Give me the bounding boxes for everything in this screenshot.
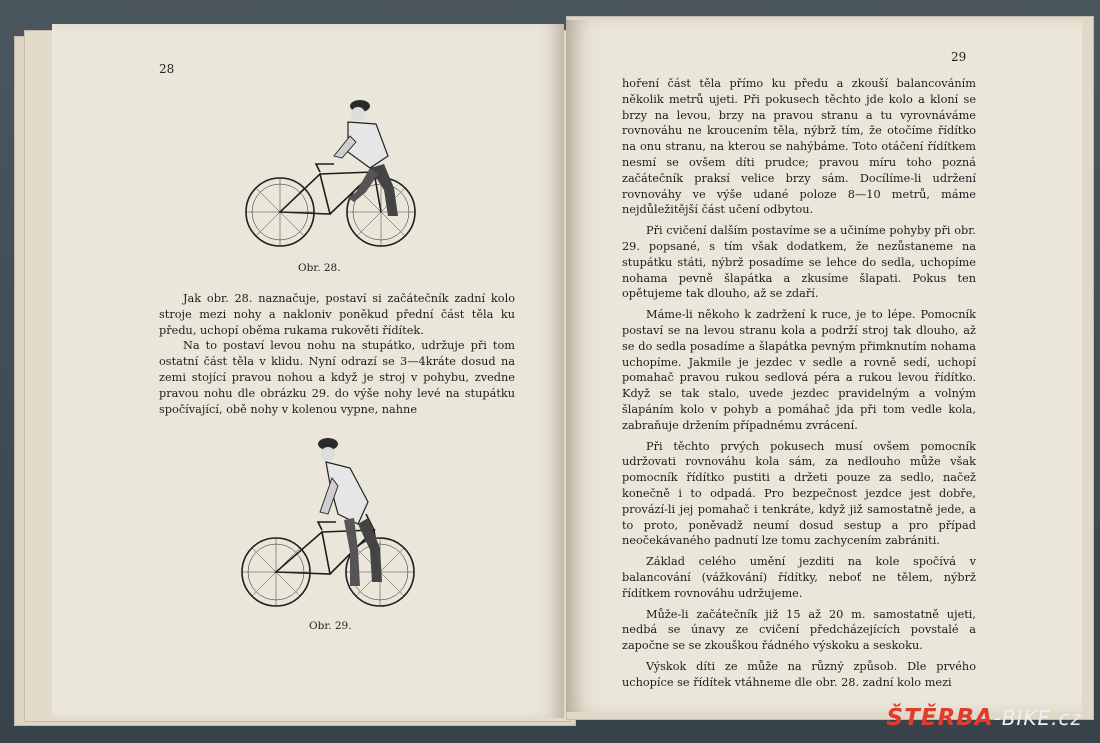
left-body-text xyxy=(159,291,515,417)
paragraph: Při cvičení dalším postavíme se a učiníme pohyby při obr. 29. popsané, s tím však dodatkem, že nezůstaneme na stupátku státi, nýbrž posadíme se lehce do sedla, uchopíme nohama pevně šlapátka a zkusíme šlapati. Pokus ten opětujeme tak dlouho, až se zdaří. xyxy=(622,224,976,301)
bicycle-illustration-fig29 xyxy=(238,432,423,612)
figure-caption-29: Obr. 29. xyxy=(309,620,352,632)
paragraph: Máme-li někoho k zadržení k ruce, je to lépe. Pomocník postaví se na levou stranu kola a podrží stroj tak dlouho, až se do sedla posadíme a šlapátka pevným přimknutím nohama uchopíme. Jakmile je jezdec v sedle a rovně sedí, uchopí pomahač pravou rukou sedlová péra a rukou levou řídítko. Když se tak stalo, uvede jezdec pravidelným a volným šlapáním kolo v pohyb a pomáhač jda při tom vedle kola, zabraňuje držením případnému zvrácení. xyxy=(622,308,976,432)
watermark-part2: -BIKE.cz xyxy=(993,706,1082,730)
paragraph: Na to postaví levou nohu na stupátko, udržuje při tom ostatní část těla v klidu. Nyní odrazí se 3—4kráte dosud na zemi stojící pravou nohou a když je stroj v pohybu, zvedne pravou nohu dle obrázku 29. do výše nohy levé na stupátku spočívající, obě nohy v kolenou vypne, nahne xyxy=(159,339,515,416)
left-page xyxy=(52,24,564,718)
bicycle-illustration-fig28 xyxy=(238,94,423,254)
watermark-part1: ŠTĚRBA xyxy=(886,705,994,731)
paragraph: Výskok díti ze může na různý způsob. Dle prvého uchopíce se řídítek vtáhneme dle obr. 28. zadní kolo mezi xyxy=(622,659,976,689)
page-number-right: 29 xyxy=(951,50,967,64)
right-body-text xyxy=(622,76,976,690)
paragraph: Může-li začátečník již 15 až 20 m. samostatně ujeti, nedbá se únavy ze cvičení předcházejících povstalé a započne se se zkouškou řádného výskoku a seskoku. xyxy=(622,607,976,653)
paragraph: Jak obr. 28. naznačuje, postaví si začátečník zadní kolo stroje mezi nohy a nakloniv poněkud přední část těla ku předu, uchopí oběma rukama rukověti řídítek. xyxy=(159,292,515,337)
watermark-logo xyxy=(887,705,1082,731)
paragraph: Základ celého umění jezditi na kole spočívá v balancování (vážkování) řídítky, neboť ne tělem, nýbrž řídítkem rovnováhu udržujeme. xyxy=(622,555,976,600)
paragraph: Při těchto prvých pokusech musí ovšem pomocník udržovati rovnováhu kola sám, za nedlouho může však pomocník řídítko pustiti a držeti pouze za sedlo, načež konečně i to odpadá. Pro bezpečnost jezdce jest dobře, provází-li jej pomahač i tenkráte, když již samostatně jede, a to proto, poněvadž neumí dosud sestup a pro případ neočekávaného padnutí lze tomu zachycením zabrániti. xyxy=(622,439,976,548)
page-number-left: 28 xyxy=(159,62,175,76)
figure-caption-28: Obr. 28. xyxy=(298,262,341,274)
paragraph: hoření část tělа přímo ku předu a zkouší balancováním několik metrů ujeti. Při pokusech těchto jde kolo a kloní se brzy na levou, brzy na pravou stranu a tu vyrovnáváme rovnováhu ne kroucením těla, nýbrž tím, že otočíme řídítko na onu stranu, na kterou se nahýbáme. Toto otáčení řídítkem nesmí se ovšem díti prudce; pravou míru toho pozná začátečník praksí velice brzy sám. Docílíme-li udržení rovnováhy ve výše udané poloze 8—10 metrů, máme nejdůležitější část učení odbytou. xyxy=(622,77,976,217)
right-page xyxy=(566,20,1082,712)
